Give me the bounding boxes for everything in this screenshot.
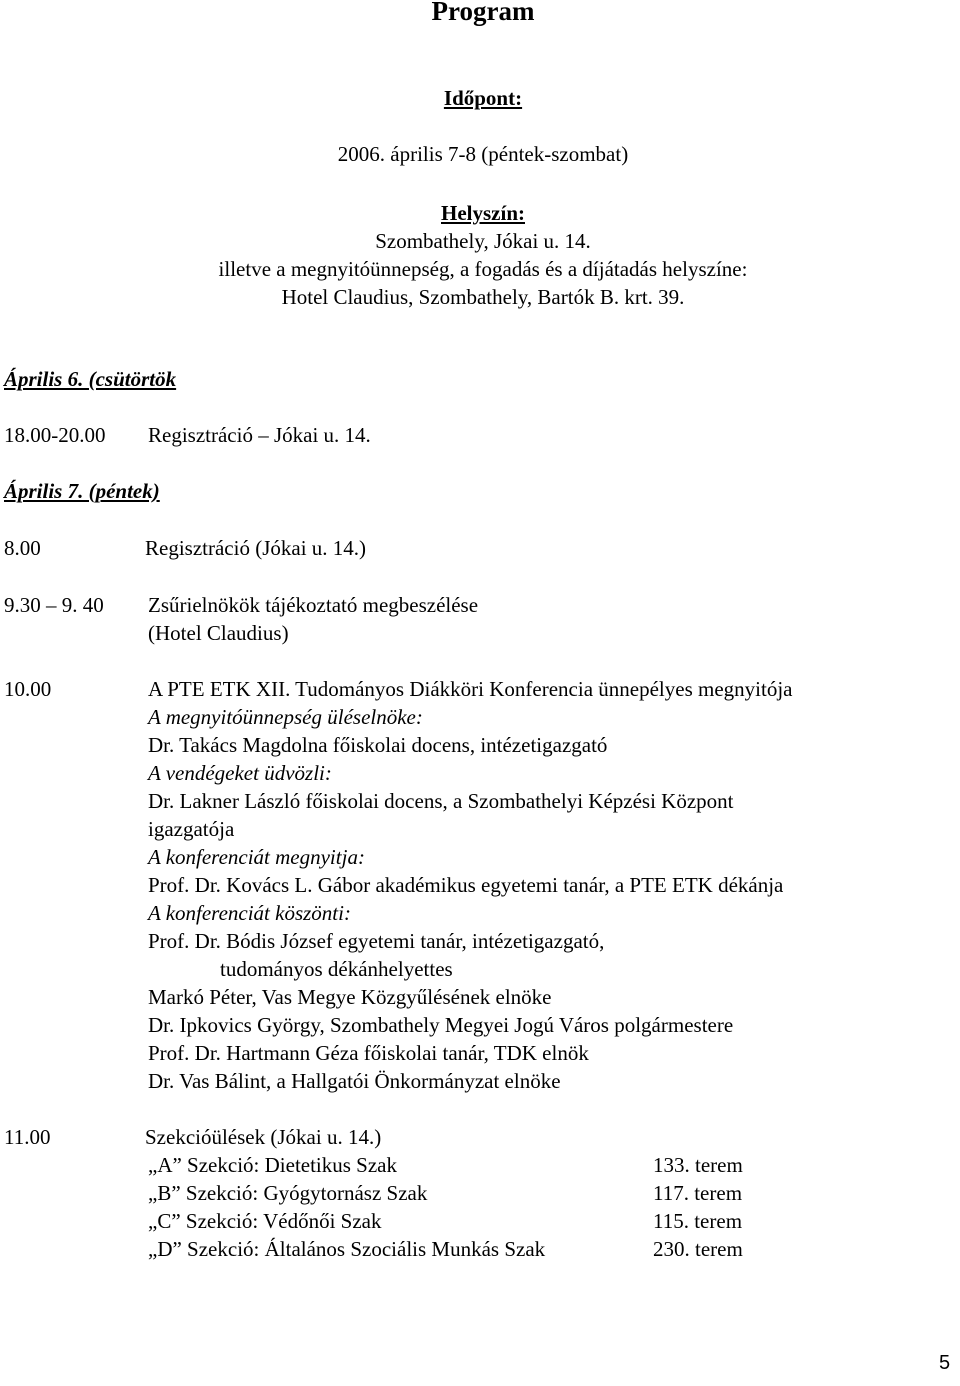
section-room: 115. terem [653,1209,743,1233]
page-title: Program [431,0,535,26]
opening-line: Dr. Takács Magdolna főiskolai docens, intézetigazgató [148,733,608,757]
opening-line: Prof. Dr. Bódis József egyetemi tanár, intézetigazgató, [148,929,605,953]
page-number: 5 [939,1352,951,1374]
opening-role: A konferenciát köszönti: [148,901,351,925]
schedule-text: (Hotel Claudius) [148,621,289,645]
day-heading-april-7: Április 7. (péntek) [4,479,160,503]
opening-line: Prof. Dr. Hartmann Géza főiskolai tanár, TDK elnök [148,1041,589,1065]
section-name: „C” Szekció: Védőnői Szak [148,1209,382,1233]
schedule-time: 9.30 – 9. 40 [4,593,104,617]
schedule-time: 18.00-20.00 [4,423,106,447]
section-name: „B” Szekció: Gyógytornász Szak [148,1181,428,1205]
venue-line: Szombathely, Jókai u. 14. [375,229,591,253]
opening-line: Dr. Vas Bálint, a Hallgatói Önkormányzat elnöke [148,1069,561,1093]
section-name: „A” Szekció: Dietetikus Szak [148,1153,398,1177]
schedule-time: 10.00 [4,677,52,701]
schedule-text: Regisztráció – Jókai u. 14. [148,423,371,447]
opening-role: A vendégeket üdvözli: [148,761,332,785]
opening-line: Dr. Ipkovics György, Szombathely Megyei Jogú Város polgármestere [148,1013,734,1037]
venue-line: Hotel Claudius, Szombathely, Bartók B. krt. 39. [281,285,685,309]
opening-line: Prof. Dr. Kovács L. Gábor akadémikus egyetemi tanár, a PTE ETK dékánja [148,873,784,897]
day-heading-april-6: Április 6. (csütörtök [4,367,177,391]
opening-line: igazgatója [148,817,235,841]
opening-line: A PTE ETK XII. Tudományos Diákköri Konferencia ünnepélyes megnyitója [148,677,793,701]
section-room: 133. terem [653,1153,743,1177]
opening-role: A megnyitóünnepség üléselnöke: [148,705,423,729]
opening-line: tudományos dékánhelyettes [220,957,453,981]
section-name: „D” Szekció: Általános Szociális Munkás Szak [148,1237,546,1261]
idopont-heading: Időpont: [443,86,523,110]
opening-role: A konferenciát megnyitja: [148,845,365,869]
opening-line: Markó Péter, Vas Megye Közgyűlésének elnöke [148,985,552,1009]
opening-line: Dr. Lakner László főiskolai docens, a Szombathelyi Képzési Központ [148,789,734,813]
event-date: 2006. április 7-8 (péntek-szombat) [337,142,629,166]
helyszin-heading: Helyszín: [441,201,525,225]
schedule-time: 11.00 [4,1125,51,1149]
venue-line: illetve a megnyitóünnepség, a fogadás és a díjátadás helyszíne: [218,257,748,281]
section-room: 230. terem [653,1237,743,1261]
schedule-time: 8.00 [4,536,41,560]
schedule-text: Zsűrielnökök tájékoztató megbeszélése [148,593,479,617]
schedule-text: Regisztráció (Jókai u. 14.) [145,536,367,560]
section-room: 117. terem [653,1181,743,1205]
schedule-text: Szekcióülések (Jókai u. 14.) [145,1125,382,1149]
